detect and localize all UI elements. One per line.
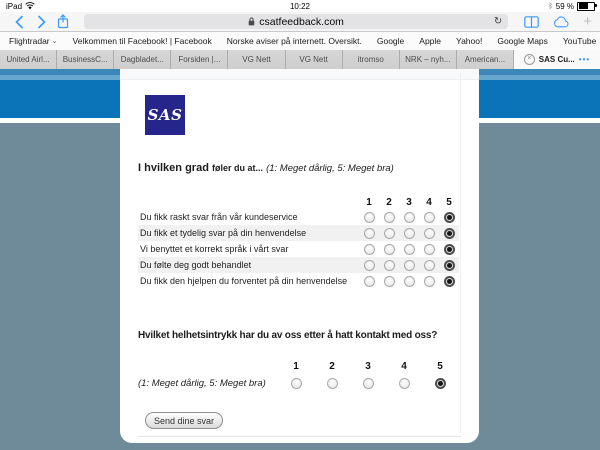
bookmark-norske-aviser[interactable]: Norske aviser på internett. Oversikt. xyxy=(226,36,362,46)
safari-toolbar xyxy=(0,12,600,32)
page-content xyxy=(0,69,600,450)
scale-2: 2 xyxy=(329,360,335,372)
question2-title: Hvilket helhetsintrykk har du av oss etter å hatt kontakt med oss? xyxy=(138,330,438,341)
tab-forsiden[interactable]: Forsiden |... xyxy=(171,50,228,69)
radio-option[interactable] xyxy=(364,212,375,223)
card-right-divider xyxy=(460,73,461,433)
tab-sas-active[interactable]: × SAS Cu... ••• xyxy=(514,50,600,69)
radio-option[interactable] xyxy=(384,244,395,255)
table-row: Vi benyttet et korrekt språk i vårt svar xyxy=(138,241,459,257)
clock: 10:22 xyxy=(289,1,311,11)
radio-option[interactable] xyxy=(364,228,375,239)
rating-radio-group xyxy=(359,276,459,287)
lock-icon xyxy=(248,17,255,26)
radio-option[interactable] xyxy=(424,244,435,255)
radio-option[interactable] xyxy=(384,276,395,287)
rating-radio-group xyxy=(359,260,459,271)
radio-option[interactable] xyxy=(384,228,395,239)
card-top-strip xyxy=(120,69,479,80)
scale-1: 1 xyxy=(366,197,372,208)
rating-radio-group xyxy=(359,228,459,239)
scale-3: 3 xyxy=(365,360,371,372)
bookmark-youtube[interactable]: YouTube xyxy=(562,36,597,46)
address-bar[interactable] xyxy=(84,14,508,29)
battery-percent: 59 % xyxy=(555,1,574,11)
carrier-label: iPad xyxy=(6,1,23,11)
tab-american[interactable]: American... xyxy=(457,50,514,69)
scale-5: 5 xyxy=(446,197,452,208)
radio-option[interactable] xyxy=(404,244,415,255)
bookmarks-sidebar-icon[interactable] xyxy=(524,16,539,28)
tab-itromso[interactable]: itromso xyxy=(343,50,400,69)
radio-option[interactable] xyxy=(384,212,395,223)
refresh-icon[interactable]: ↻ xyxy=(493,15,503,27)
share-icon[interactable] xyxy=(52,13,74,31)
radio-option[interactable] xyxy=(444,244,455,255)
bookmark-yahoo[interactable]: Yahoo! xyxy=(456,36,483,46)
tab-vg-nett-1[interactable]: VG Nett xyxy=(228,50,285,69)
tab-businessclass[interactable]: BusinessC... xyxy=(57,50,114,69)
scale-1: 1 xyxy=(293,360,299,372)
tab-vg-nett-2[interactable]: VG Nett xyxy=(286,50,343,69)
radio-option[interactable] xyxy=(404,228,415,239)
scale-3: 3 xyxy=(406,197,412,208)
radio-option[interactable] xyxy=(444,260,455,271)
rating-radio-group xyxy=(359,212,459,223)
scale-hint: (1: Meget dårlig, 5: Meget bra) xyxy=(138,377,266,389)
scale-5: 5 xyxy=(437,360,443,372)
radio-option[interactable] xyxy=(291,378,302,389)
radio-option[interactable] xyxy=(424,276,435,287)
rating-radio-row xyxy=(138,376,459,390)
radio-option[interactable] xyxy=(364,244,375,255)
radio-option[interactable] xyxy=(424,260,435,271)
battery-icon xyxy=(577,2,595,11)
back-button[interactable] xyxy=(8,13,30,31)
radio-option[interactable] xyxy=(435,378,446,389)
bookmark-facebook[interactable]: Velkommen til Facebook! | Facebook xyxy=(72,36,212,46)
bookmark-google[interactable]: Google xyxy=(376,36,405,46)
tab-bar xyxy=(0,50,600,69)
bookmarks-bar xyxy=(0,32,600,51)
new-tab-button[interactable]: + xyxy=(583,13,592,30)
scale-header-row xyxy=(138,360,459,372)
radio-option[interactable] xyxy=(404,260,415,271)
radio-option[interactable] xyxy=(444,228,455,239)
sas-logo: SAS xyxy=(145,95,185,135)
radio-option[interactable] xyxy=(424,228,435,239)
table-row: Du følte deg godt behandlet xyxy=(138,257,459,273)
radio-option[interactable] xyxy=(444,212,455,223)
radio-option[interactable] xyxy=(384,260,395,271)
bookmark-apple[interactable]: Apple xyxy=(419,36,442,46)
question1-title: I hvilken grad føler du at... (1: Meget dårlig, 5: Meget bra) xyxy=(138,162,394,174)
radio-option[interactable] xyxy=(404,212,415,223)
scale-4: 4 xyxy=(426,197,432,208)
rating-radio-group xyxy=(359,244,459,255)
survey-card xyxy=(120,69,479,443)
card-bottom-divider xyxy=(138,436,461,437)
tab-dagbladet[interactable]: Dagbladet... xyxy=(114,50,171,69)
scale-header-row xyxy=(138,196,459,209)
submit-button[interactable]: Send dine svar xyxy=(145,412,223,429)
radio-option[interactable] xyxy=(363,378,374,389)
radio-option[interactable] xyxy=(424,212,435,223)
chevron-down-icon: ⌄ xyxy=(51,38,58,45)
scale-4: 4 xyxy=(401,360,407,372)
more-dots-icon: ••• xyxy=(578,55,591,64)
icloud-tabs-icon[interactable] xyxy=(552,16,570,28)
radio-option[interactable] xyxy=(404,276,415,287)
bookmark-google-maps[interactable]: Google Maps xyxy=(497,36,548,46)
table-row: Du fikk den hjelpen du forventet på din henvendelse xyxy=(138,273,459,289)
bookmark-flightradar[interactable]: Flightradar ⌄ xyxy=(9,36,58,46)
forward-button[interactable] xyxy=(30,13,52,31)
radio-option[interactable] xyxy=(444,276,455,287)
bluetooth-icon: ᛒ xyxy=(548,2,553,10)
tab-united-airlines[interactable]: United Airl... xyxy=(0,50,57,69)
wifi-icon xyxy=(25,2,35,10)
rating-table xyxy=(138,196,459,289)
question2-rating xyxy=(138,360,459,390)
status-bar xyxy=(0,0,600,12)
close-icon[interactable]: × xyxy=(524,54,535,65)
scale-2: 2 xyxy=(386,197,392,208)
radio-option[interactable] xyxy=(399,378,410,389)
table-row: Du fikk et tydelig svar på din henvendelse xyxy=(138,225,459,241)
radio-option[interactable] xyxy=(364,276,375,287)
radio-option[interactable] xyxy=(327,378,338,389)
table-row: Du fikk raskt svar från vår kundeservice xyxy=(138,209,459,225)
url-text: csatfeedback.com xyxy=(259,15,344,28)
radio-option[interactable] xyxy=(364,260,375,271)
tab-nrk[interactable]: NRK – nyh... xyxy=(400,50,457,69)
